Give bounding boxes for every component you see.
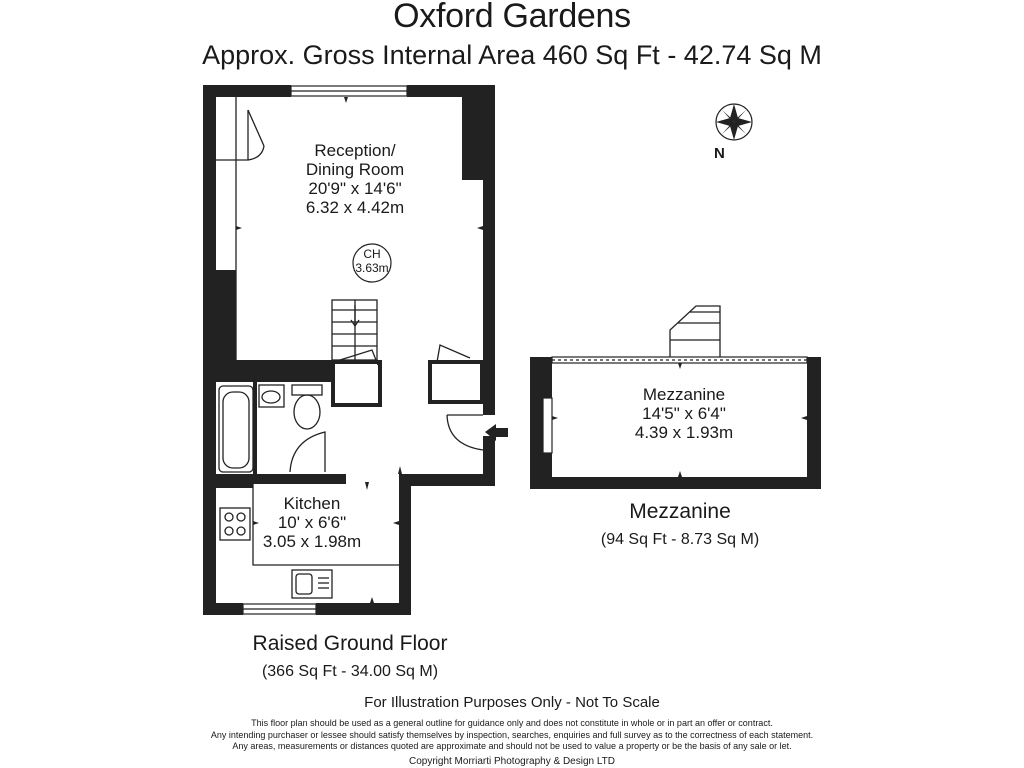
mezzanine-metric: 4.39 x 1.93m: [634, 423, 734, 443]
front-door-swing: [447, 415, 483, 450]
mezzanine-imperial: 14'5" x 6'4": [642, 404, 726, 424]
wall: [407, 85, 495, 97]
sink-bowl: [262, 391, 280, 403]
ground-floor-name: Raised Ground Floor: [252, 632, 448, 655]
wall: [483, 436, 495, 460]
disclaimer: [0, 718, 1024, 753]
cupboard: [216, 110, 248, 160]
wall: [399, 474, 495, 486]
bathtub-basin: [223, 392, 249, 468]
mezzanine-floor-name: Mezzanine: [629, 500, 731, 523]
disclaimer-line-3: Any areas, measurements or distances quoted are approximate and should not be used to value a property or be the basis of any sale or let.: [232, 741, 792, 751]
cupboard: [430, 362, 482, 402]
cupboard: [333, 362, 380, 405]
cupboard-door: [437, 345, 470, 362]
mezzanine-floor-area: (94 Sq Ft - 8.73 Sq M): [600, 531, 760, 548]
reception-name-line1: Reception/: [314, 141, 396, 160]
wall: [216, 474, 346, 484]
north-label: N: [714, 145, 725, 162]
hob: [220, 508, 250, 540]
reception-metric: 6.32 x 4.42m: [305, 198, 405, 218]
wall: [399, 474, 411, 615]
disclaimer-line-1: This floor plan should be used as a general outline for guidance only and does not constitute in whole or in part an offer or contract.: [251, 718, 773, 728]
reception-name-line2: Dining Room: [305, 160, 405, 180]
kitchen-name: Kitchen: [283, 494, 341, 513]
plan-title: Oxford Gardens: [393, 0, 631, 35]
kitchen-label: [247, 494, 377, 551]
ceiling-height-label: [352, 248, 392, 276]
toilet-bowl: [294, 395, 320, 429]
wall: [530, 477, 821, 489]
ceiling-height-value: 3.63m: [355, 260, 389, 275]
window: [543, 398, 552, 453]
wall: [216, 360, 333, 382]
toilet-cistern: [292, 385, 322, 395]
wall: [462, 97, 483, 180]
cupboard-door-swing: [248, 146, 264, 160]
kitchen-imperial: 10' x 6'6": [277, 513, 347, 533]
plan-subtitle: Approx. Gross Internal Area 460 Sq Ft - 42.74 Sq M: [202, 40, 822, 70]
wall: [203, 85, 291, 97]
wall: [216, 270, 236, 360]
wall: [483, 85, 495, 415]
copyright: Copyright Morriarti Photography & Design LTD: [408, 756, 615, 767]
wall: [216, 484, 253, 488]
bathroom-door-swing: [290, 432, 325, 472]
ceiling-height-caption: CH: [363, 247, 381, 261]
wall: [807, 357, 821, 489]
mezzanine-name: Mezzanine: [642, 385, 726, 404]
compass-rose-icon: [716, 104, 752, 140]
wall: [203, 603, 243, 615]
illustration-note: For Illustration Purposes Only - Not To Scale: [364, 694, 660, 711]
ground-floor-area: (366 Sq Ft - 34.00 Sq M): [261, 663, 439, 680]
reception-imperial: 20'9" x 14'6": [308, 179, 402, 199]
reception-label: [280, 141, 430, 217]
wall: [483, 460, 495, 486]
cupboard-door: [248, 110, 264, 146]
mezzanine-stairs: [670, 306, 720, 357]
wall: [203, 85, 216, 615]
wall: [316, 603, 411, 615]
disclaimer-line-2: Any intending purchaser or lessee should satisfy themselves by inspection, searches, enquiries and full survey as to the correctness of each statement.: [210, 729, 814, 740]
kitchen-metric: 3.05 x 1.98m: [262, 532, 362, 552]
mezzanine-room-label: [609, 385, 759, 442]
